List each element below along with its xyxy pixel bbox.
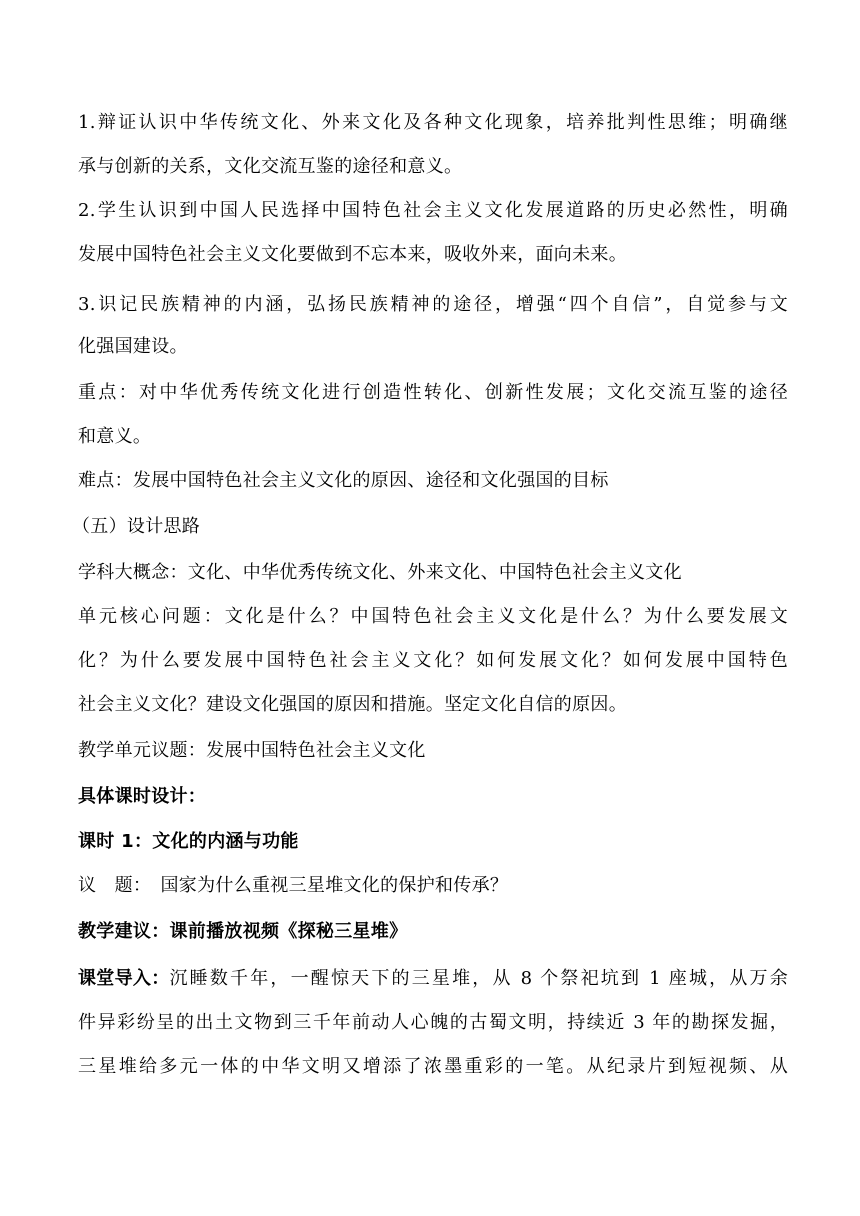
lesson-1-topic: 议 题： 国家为什么重视三星堆文化的保护和传承？ xyxy=(78,875,509,896)
difficulty-line: 难点：发展中国特色社会主义文化的原因、途径和文化强国的目标 xyxy=(78,470,609,491)
objective-3-line-1: 3.识记民族精神的内涵，弘扬民族精神的途径，增强“四个自信”，自觉参与文 xyxy=(78,294,788,315)
core-questions-line-2: 化？为什么要发展中国特色社会主义文化？如何发展文化？如何发展中国特色 xyxy=(78,650,788,671)
intro-line-2: 件异彩纷呈的出土文物到三千年前动人心魄的古蜀文明，持续近 3 年的勘探发掘， xyxy=(78,1012,788,1033)
objective-2-line-2: 发展中国特色社会主义文化要做到不忘本来，吸收外来，面向未来。 xyxy=(78,244,627,265)
key-points-line-2: 和意义。 xyxy=(78,426,152,447)
intro-label: 课堂导入： xyxy=(78,968,170,989)
big-concepts-line: 学科大概念：文化、中华优秀传统文化、外来文化、中国特色社会主义文化 xyxy=(78,562,682,583)
core-questions-line-3: 社会主义文化？建设文化强国的原因和措施。坚定文化自信的原因。 xyxy=(78,694,627,715)
lesson-1-title: 课时 1：文化的内涵与功能 xyxy=(78,831,299,852)
core-questions-line-1: 单元核心问题：文化是什么？中国特色社会主义文化是什么？为什么要发展文 xyxy=(78,606,788,627)
intro-text-1: 沉睡数千年，一醒惊天下的三星堆，从 8 个祭祀坑到 1 座城，从万余 xyxy=(169,968,788,989)
objective-3-line-2: 化强国建设。 xyxy=(78,336,188,357)
section-heading: （五）设计思路 xyxy=(72,516,201,537)
objective-1-line-1: 1.辩证认识中华传统文化、外来文化及各种文化现象，培养批判性思维；明确继 xyxy=(78,112,788,133)
unit-topic-line: 教学单元议题：发展中国特色社会主义文化 xyxy=(78,740,426,761)
intro-line-1 xyxy=(78,967,788,991)
lesson-design-heading: 具体课时设计： xyxy=(78,786,207,807)
objective-2-line-1: 2.学生认识到中国人民选择中国特色社会主义文化发展道路的历史必然性，明确 xyxy=(78,200,788,221)
teaching-suggestion: 教学建议：课前播放视频《探秘三星堆》 xyxy=(78,921,408,942)
intro-line-3: 三星堆给多元一体的中华文明又增添了浓墨重彩的一笔。从纪录片到短视频、从 xyxy=(78,1056,788,1077)
objective-1-line-2: 承与创新的关系，文化交流互鉴的途径和意义。 xyxy=(78,156,463,177)
key-points-line-1: 重点：对中华优秀传统文化进行创造性转化、创新性发展；文化交流互鉴的途径 xyxy=(78,382,788,403)
